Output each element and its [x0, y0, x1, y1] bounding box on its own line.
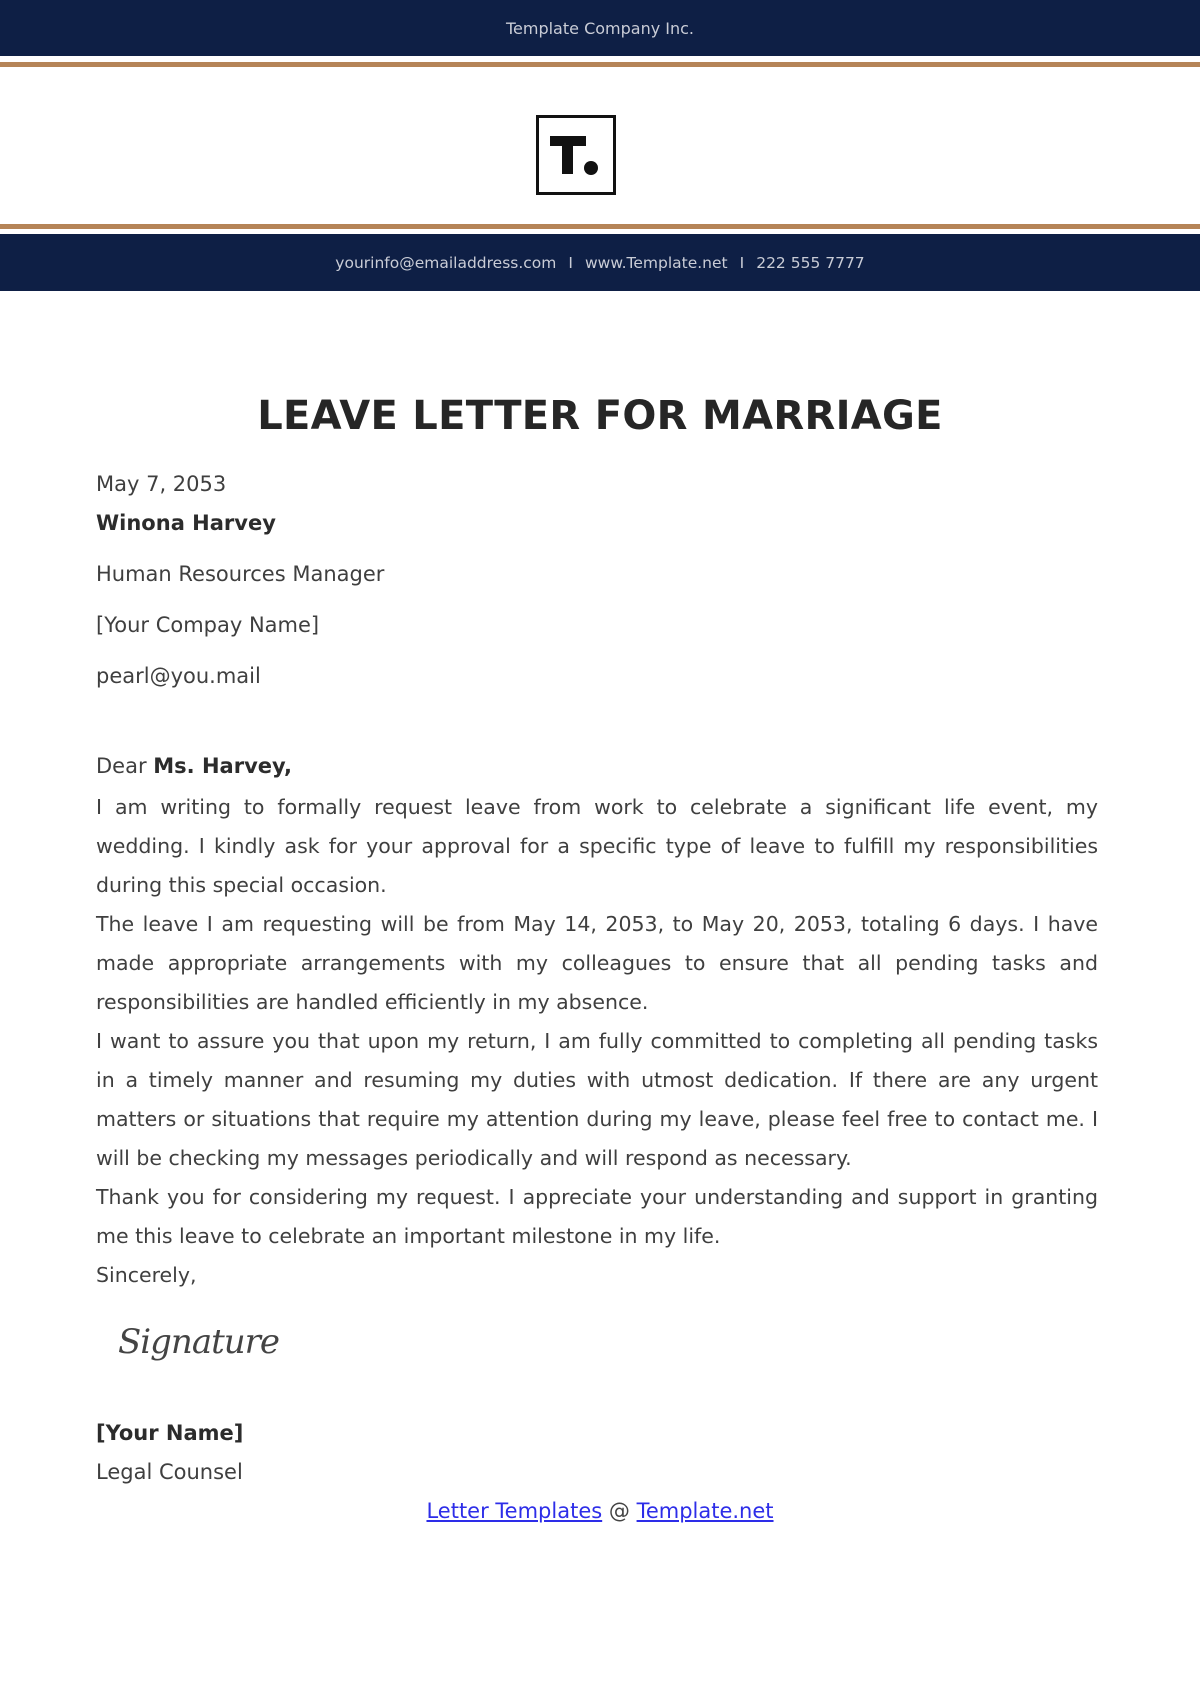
recipient-title: Human Resources Manager — [96, 562, 385, 586]
contact-email: yourinfo@emailaddress.com — [335, 253, 557, 272]
body-paragraph: I am writing to formally request leave from work to celebrate a significant life event, my wedding. I kindly ask for your approval for a specific type of leave to fulfill my responsibilities during this special occasion. — [96, 795, 1098, 897]
recipient-company: [Your Compay Name] — [96, 613, 320, 637]
sender-name: [Your Name] — [96, 1421, 244, 1445]
body-paragraph: The leave I am requesting will be from May 14, 2053, to May 20, 2053, totaling 6 days. I have made appropriate arrangements with my colleagues to ensure that all pending tasks and responsibilities are handled efficiently in my absence. — [96, 912, 1098, 1014]
salutation-prefix: Dear — [96, 754, 147, 778]
letter-body — [96, 788, 1098, 1295]
salutation — [96, 754, 292, 778]
closing: Sincerely, — [96, 1263, 197, 1287]
footer-links — [0, 1499, 1200, 1523]
letter-templates-link[interactable]: Letter Templates — [426, 1499, 603, 1523]
recipient-email: pearl@you.mail — [96, 664, 261, 688]
contact-phone: 222 555 7777 — [756, 253, 865, 272]
logo-glyph — [546, 130, 606, 180]
contact-separator: I — [568, 253, 573, 272]
t-logo-icon — [536, 115, 616, 195]
template-net-link[interactable]: Template.net — [636, 1499, 774, 1523]
signature: Signature — [118, 1322, 280, 1362]
recipient-name: Winona Harvey — [96, 511, 276, 535]
contact-separator: I — [739, 253, 745, 272]
body-paragraph: Thank you for considering my request. I appreciate your understanding and support in granting me this leave to celebrate an important milestone in my life. — [96, 1185, 1098, 1248]
contact-info-bar — [0, 234, 1200, 291]
letter-date: May 7, 2053 — [96, 472, 227, 496]
salutation-name: Ms. Harvey, — [153, 754, 293, 778]
contact-website: www.Template.net — [584, 253, 728, 272]
body-paragraph: I want to assure you that upon my return, I am fully committed to completing all pending tasks in a timely manner and resuming my duties with utmost dedication. If there are any urgent matters or situations that require my attention during my leave, please feel free to contact me. I will be checking my messages periodically and will respond as necessary. — [96, 1029, 1098, 1170]
sender-title: Legal Counsel — [96, 1460, 243, 1484]
footer-at: @ — [608, 1499, 630, 1523]
company-name: Template Company Inc. — [505, 18, 695, 38]
header-divider-top — [0, 62, 1200, 67]
company-header-bar — [0, 0, 1200, 56]
header-divider-bottom — [0, 224, 1200, 229]
letter-title: LEAVE LETTER FOR MARRIAGE — [257, 393, 943, 439]
